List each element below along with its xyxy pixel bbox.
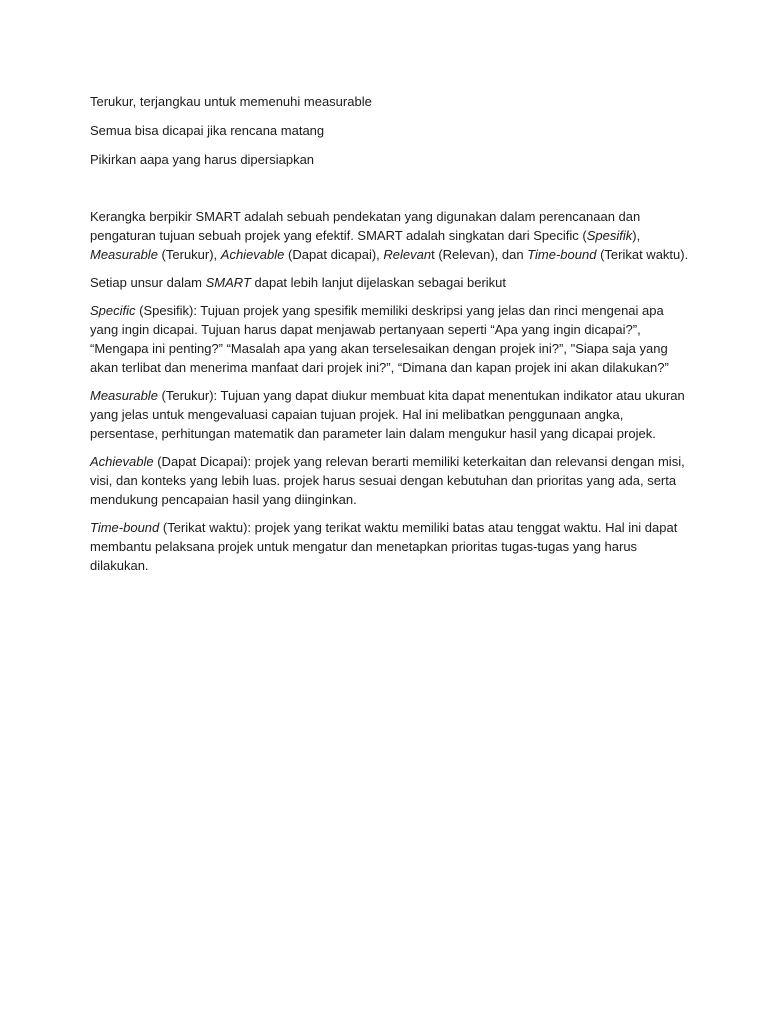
specific-body: (Spesifik): Tujuan projek yang spesifik memiliki deskripsi yang jelas dan rinci mengenai apa yang ingin dicapai. Tujuan harus dapat menjawab pertanyaan seperti “Apa yang ingin dicapai?”, “Mengapa ini penting?” “Masalah apa yang akan terselesaikan dengan projek ini?”, "Siapa saja yang akan terlibat dan menerima manfaat dari projek ini?”, “Dimana dan kapan projek ini akan dilakukan?” xyxy=(90,303,669,375)
intro-text: (Terukur), xyxy=(157,247,221,262)
measurable-paragraph xyxy=(90,386,690,443)
timebound-paragraph xyxy=(90,518,690,575)
specific-paragraph xyxy=(90,301,690,377)
achievable-body: (Dapat Dicapai): projek yang relevan berarti memiliki keterkaitan dan relevansi dengan misi, visi, dan konteks yang lebih luas. projek harus sesuai dengan kebutuhan dan prioritas yang ada, serta mendukung pencapaian hasil yang diinginkan. xyxy=(90,454,685,507)
setiap-text: Setiap unsur dalam xyxy=(90,275,206,290)
intro-term-relevant: Relevan xyxy=(383,247,432,262)
intro-text: (Terikat waktu). xyxy=(596,247,689,262)
intro-text: t (Relevan), dan xyxy=(431,247,528,262)
line-measurable: Terukur, terjangkau untuk memenuhi measurable xyxy=(90,94,372,109)
timebound-term: Time-bound xyxy=(90,520,160,535)
achievable-paragraph xyxy=(90,452,690,509)
measurable-body: (Terukur): Tujuan yang dapat diukur membuat kita dapat menentukan indikator atau ukuran yang jelas untuk mengevaluasi capaian tujuan projek. Hal ini melibatkan penggunaan angka, persentase, perhitungan matematik dan parameter lain dalam mengukur hasil yang dicapai projek. xyxy=(90,388,685,441)
intro-term-spesifik: Spesifik xyxy=(586,228,633,243)
document-page xyxy=(90,92,690,584)
intro-text: (Dapat dicapai), xyxy=(284,247,384,262)
specific-term: Specific xyxy=(90,303,136,318)
achievable-term: Achievable xyxy=(90,454,154,469)
intro-text: Kerangka berpikir SMART adalah sebuah pendekatan yang digunakan dalam perencanaan dan pengaturan tujuan sebuah projek yang efektif. SMART adalah singkatan dari Specific ( xyxy=(90,209,641,243)
measurable-term: Measurable xyxy=(90,388,158,403)
setiap-text: dapat lebih lanjut dijelaskan sebagai berikut xyxy=(250,275,507,290)
line-prepare: Pikirkan aapa yang harus dipersiapkan xyxy=(90,152,315,167)
line-achievable: Semua bisa dicapai jika rencana matang xyxy=(90,123,325,138)
setiap-paragraph xyxy=(90,273,690,292)
intro-term-measurable: Measurable xyxy=(90,247,158,262)
setiap-term-smart: SMART xyxy=(205,275,251,290)
intro-text: ), xyxy=(632,228,641,243)
intro-term-achievable: Achievable xyxy=(220,247,285,262)
intro-paragraph xyxy=(90,207,690,264)
timebound-body: (Terikat waktu): projek yang terikat waktu memiliki batas atau tenggat waktu. Hal ini dapat membantu pelaksana projek untuk mengatur dan menetapkan prioritas tugas-tugas yang harus dilakukan. xyxy=(90,520,678,573)
intro-term-timebound: Time-bound xyxy=(527,247,597,262)
